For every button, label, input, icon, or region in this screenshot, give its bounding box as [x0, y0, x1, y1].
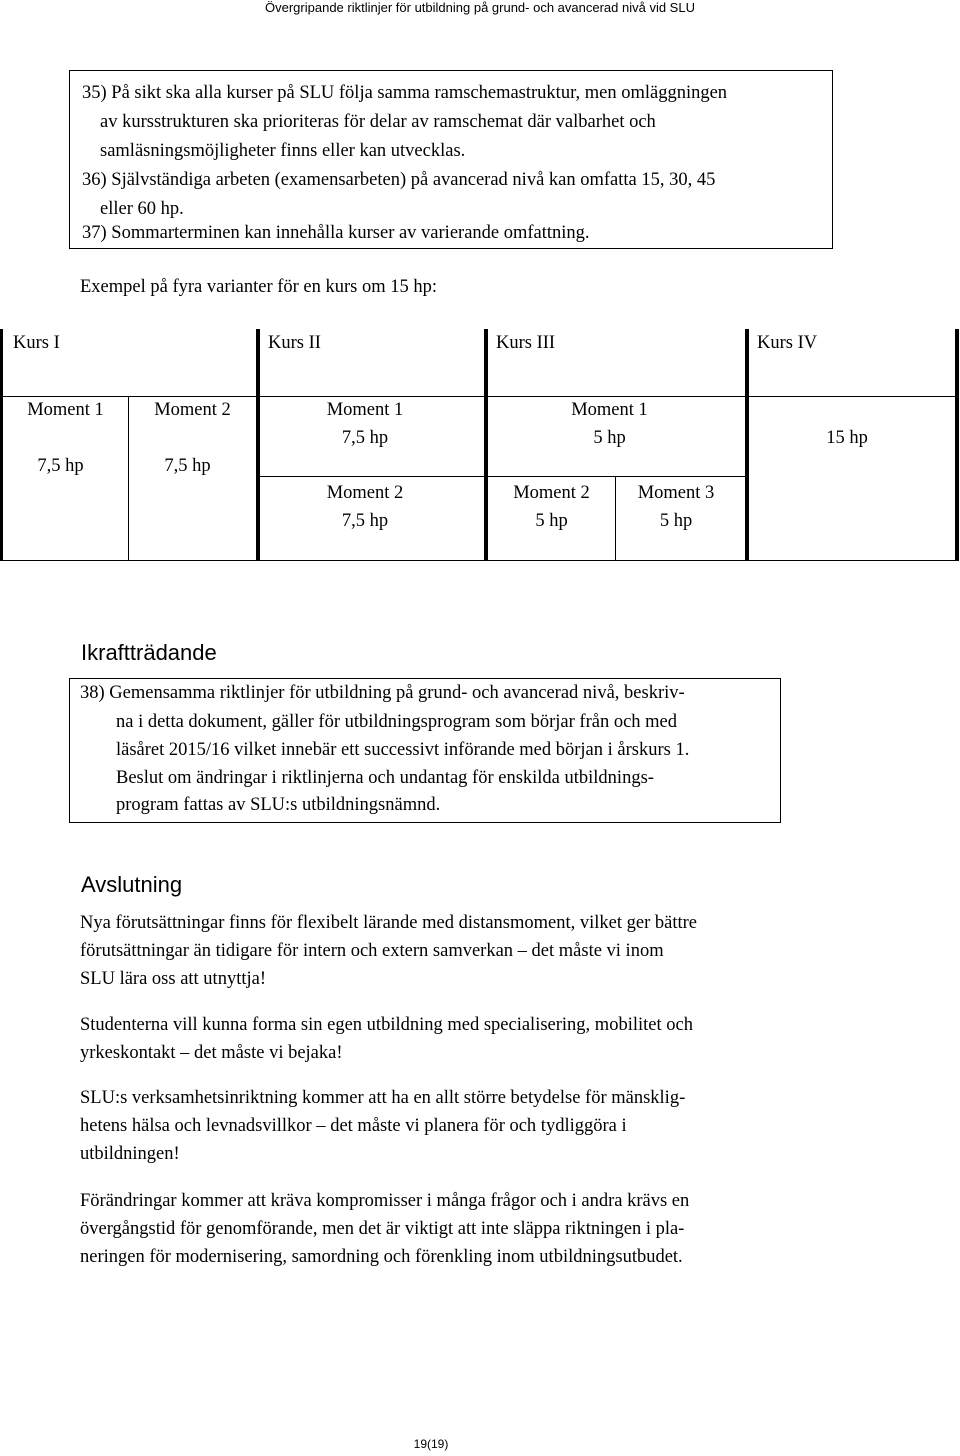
kurs2-moment1-label: Moment 1 [326, 400, 404, 420]
avslutning-line: SLU lära oss att utnyttja! [80, 969, 266, 989]
box1-line: av kursstrukturen ska prioriteras för delar av ramschemat där valbarhet och [100, 112, 656, 132]
box2-line: program fattas av SLU:s utbildningsnämnd. [116, 795, 441, 815]
kurs2-moment2-label: Moment 2 [326, 483, 404, 503]
guideline-box-38 [69, 678, 781, 823]
box1-line: 35) På sikt ska alla kurser på SLU följa samma ramschemastruktur, men omläggningen [82, 83, 728, 103]
course-name-4: Kurs IV [757, 333, 818, 353]
course-name-1: Kurs I [13, 333, 60, 353]
avslutning-line: neringen för modernisering, samordning och förenkling inom utbildningsutbudet. [80, 1247, 683, 1267]
kurs2-moment1-hp: 7,5 hp [341, 428, 389, 448]
kurs1-moment2-label: Moment 2 [154, 400, 231, 420]
avslutning-line: hetens hälsa och levnadsvillkor – det måste vi planera för och tydliggöra i [80, 1116, 627, 1136]
avslutning-line: yrkeskontakt – det måste vi bejaka! [80, 1043, 343, 1063]
section-heading-avslutning: Avslutning [81, 872, 183, 897]
table-border-left [0, 329, 3, 561]
box2-line: Beslut om ändringar i riktlinjerna och undantag för enskilda utbildnings- [116, 768, 654, 788]
avslutning-line: Nya förutsättningar finns för flexibelt lärande med distansmoment, vilket ger bättre [80, 913, 697, 933]
course-name-3: Kurs III [496, 333, 556, 353]
page-number: 19(19) [413, 1437, 449, 1451]
kurs3-moment2-label: Moment 2 [513, 483, 590, 503]
guideline-box-35-37 [69, 70, 833, 249]
table-border-bottom [0, 560, 958, 561]
course-name-2: Kurs II [268, 333, 321, 353]
kurs1-moment1-hp: 7,5 hp [37, 456, 84, 476]
example-intro: Exempel på fyra varianter för en kurs om 15 hp: [80, 277, 438, 297]
moment-divider [258, 476, 486, 477]
kurs1-moment2-hp: 7,5 hp [164, 456, 211, 476]
kurs1-moment1-label: Moment 1 [27, 400, 104, 420]
avslutning-line: utbildningen! [80, 1144, 180, 1164]
kurs3-moment3-hp: 5 hp [659, 511, 693, 531]
box2-line: 38) Gemensamma riktlinjer för utbildning på grund- och avancerad nivå, beskriv- [80, 683, 685, 703]
avslutning-line: förutsättningar än tidigare för intern och extern samverkan – det måste vi inom [80, 941, 664, 961]
table-border-right [955, 329, 959, 561]
avslutning-line: Studenterna vill kunna forma sin egen utbildning med specialisering, mobilitet och [80, 1015, 693, 1035]
avslutning-line: SLU:s verksamhetsinriktning kommer att ha en allt större betydelse för mänsklig- [80, 1088, 686, 1108]
kurs3-moment1-hp: 5 hp [593, 428, 626, 448]
kurs3-moment3-label: Moment 3 [637, 483, 715, 503]
box1-line: 37) Sommarterminen kan innehålla kurser av varierande omfattning. [82, 223, 590, 243]
section-heading-ikrafttradande: Ikraftträdande [81, 640, 217, 665]
running-header: Övergripande riktlinjer för utbildning på grund- och avancerad nivå vid SLU [265, 0, 695, 15]
kurs3-moment1-label: Moment 1 [571, 400, 648, 420]
box2-line: na i detta dokument, gäller för utbildningsprogram som börjar från och med [116, 712, 678, 732]
box1-line: eller 60 hp. [100, 199, 184, 219]
moment-divider [486, 476, 746, 477]
course-variants-table [0, 329, 960, 561]
kurs2-moment2-hp: 7,5 hp [341, 511, 389, 531]
avslutning-line: övergångstid för genomförande, men det är viktigt att inte släppa riktningen i pla- [80, 1219, 685, 1239]
box1-line: 36) Självständiga arbeten (examensarbeten) på avancerad nivå kan omfatta 15, 30, 45 [82, 170, 716, 190]
box2-line: läsåret 2015/16 vilket innebär ett successivt införande med början i årskurs 1. [116, 740, 690, 760]
box1-line: samläsningsmöjligheter finns eller kan utvecklas. [100, 141, 466, 161]
avslutning-line: Förändringar kommer att kräva kompromisser i många frågor och i andra krävs en [80, 1191, 690, 1211]
kurs4-hp: 15 hp [826, 428, 868, 448]
kurs3-moment2-hp: 5 hp [535, 511, 568, 531]
